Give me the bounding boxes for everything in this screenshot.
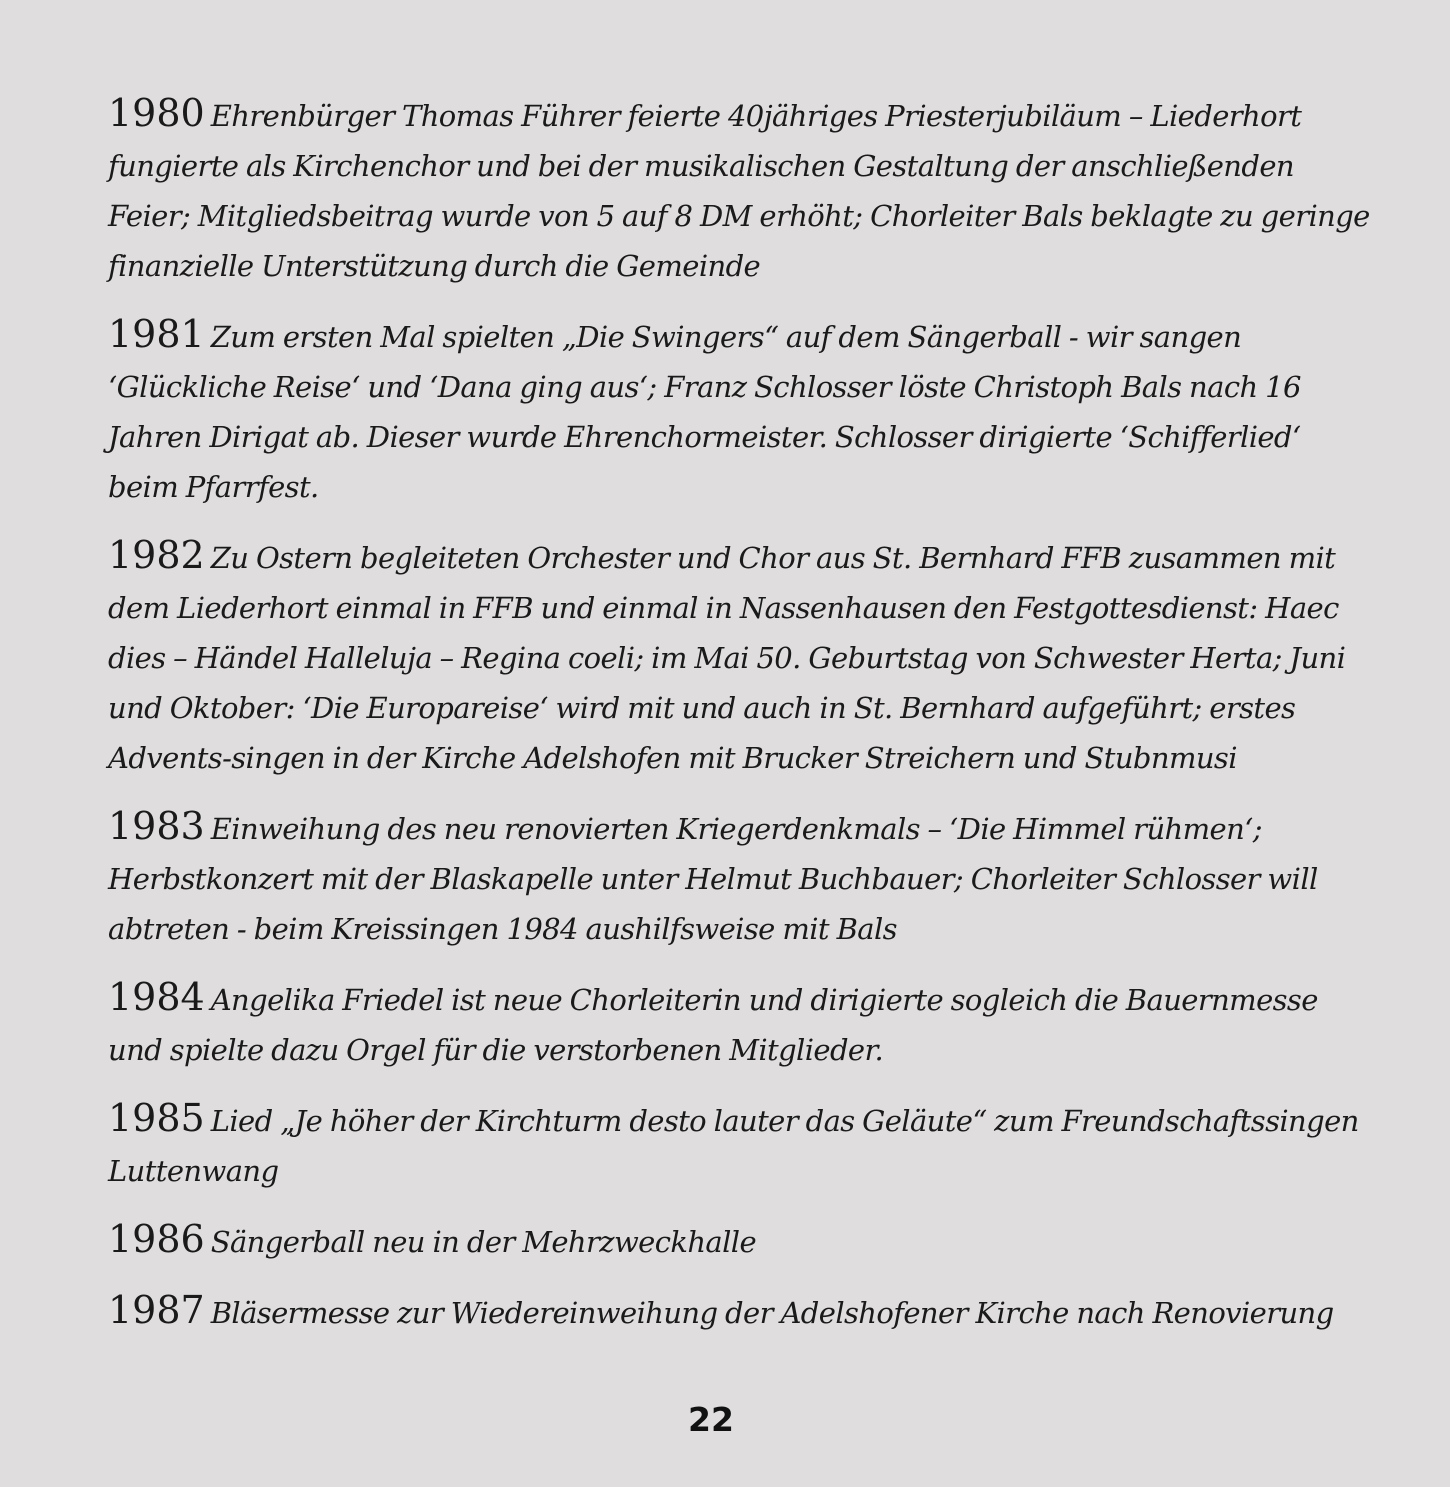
- chronicle-entry-1981: [108, 309, 1370, 512]
- entry-year: 1986: [108, 1217, 205, 1261]
- entry-year: 1985: [108, 1096, 205, 1140]
- entry-text: Zu Ostern begleiteten Orchester und Chor aus St. Bernhard FFB zusammen mit dem Liederhort einmal in FFB und einmal in Nassenhausen den Festgottesdienst: Haec dies – Händel Halleluja – Regina coeli; im Mai 50. Geburtstag von Schwester Herta; Juni und Oktober: ‘Die Europareise‘ wird mit und auch in St. Bernhard aufgeführt; erstes Advents-singen in der Kirche Adelshofen mit Brucker Streichern und Stubnmusi: [108, 541, 1346, 775]
- page-number: 22: [688, 1400, 734, 1439]
- chronicle-entry-1980: [108, 88, 1370, 291]
- chronicle-entry-1987: [108, 1285, 1370, 1338]
- entry-year: 1982: [108, 533, 205, 577]
- entry-text: Bläsermesse zur Wiedereinweihung der Adelshofener Kirche nach Renovierung: [210, 1296, 1334, 1330]
- entry-text: Lied „Je höher der Kirchturm desto lauter das Geläute“ zum Freundschaftssingen Luttenwang: [108, 1104, 1359, 1188]
- chronicle-entry-1983: [108, 801, 1370, 954]
- entry-year: 1987: [108, 1288, 205, 1332]
- entry-text: Sängerball neu in der Mehrzweckhalle: [210, 1225, 757, 1259]
- chronicle-text: [108, 88, 1370, 1356]
- entry-text: Ehrenbürger Thomas Führer feierte 40jähriges Priesterjubiläum – Liederhort fungierte als Kirchenchor und bei der musikalischen Gestaltung der anschließenden Feier; Mitgliedsbeitrag wurde von 5 auf 8 DM erhöht; Chorleiter Bals beklagte zu geringe finanzielle Unterstützung durch die Gemeinde: [108, 99, 1370, 283]
- entry-year: 1981: [108, 312, 205, 356]
- chronicle-entry-1984: [108, 972, 1370, 1075]
- entry-text: Zum ersten Mal spielten „Die Swingers“ auf dem Sängerball - wir sangen ‘Glückliche Reise‘ und ‘Dana ging aus‘; Franz Schlosser löste Christoph Bals nach 16 Jahren Dirigat ab. Dieser wurde Ehrenchormeister. Schlosser dirigierte ‘Schifferlied‘ beim Pfarrfest.: [108, 320, 1301, 504]
- entry-text: Angelika Friedel ist neue Chorleiterin und dirigierte sogleich die Bauernmesse und spielte dazu Orgel für die verstorbenen Mitglieder.: [108, 983, 1318, 1067]
- entry-text: Einweihung des neu renovierten Kriegerdenkmals – ‘Die Himmel rühmen‘; Herbstkonzert mit der Blaskapelle unter Helmut Buchbauer; Chorleiter Schlosser will abtreten - beim Kreissingen 1984 aushilfsweise mit Bals: [108, 812, 1318, 946]
- chronicle-entry-1986: [108, 1214, 1370, 1267]
- chronicle-entry-1982: [108, 530, 1370, 783]
- chronicle-entry-1985: [108, 1093, 1370, 1196]
- entry-year: 1983: [108, 804, 205, 848]
- entry-year: 1984: [108, 975, 205, 1019]
- entry-year: 1980: [108, 91, 205, 135]
